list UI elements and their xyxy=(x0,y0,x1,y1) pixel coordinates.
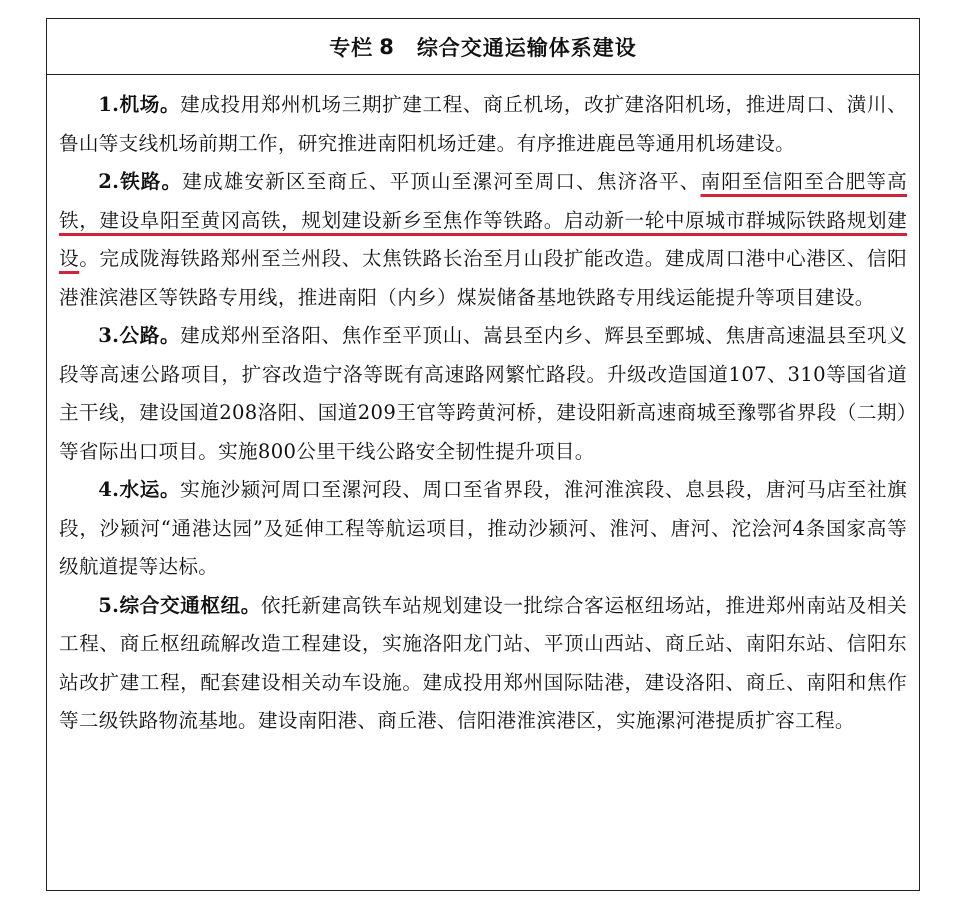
column-box xyxy=(46,18,920,891)
highlighted-text: 南阳至信阳至合肥等高铁，建设阜阳至黄冈高铁，规划建设新乡至焦作等铁路。启动新一轮中原城市群城际铁路规划建设 xyxy=(59,170,908,270)
section-heading: 1.机场。 xyxy=(98,93,181,116)
section-waterway xyxy=(59,471,907,587)
column-label: 专栏 xyxy=(329,35,374,60)
column-number: 8 xyxy=(379,34,395,59)
section-heading: 2.铁路。 xyxy=(98,170,183,193)
section-text: 建成投用郑州机场三期扩建工程、商丘机场，改扩建洛阳机场，推进周口、潢川、鲁山等支线机场前期工作，研究推进南阳机场迁建。有序推进鹿邑等通用机场建设。 xyxy=(59,93,907,155)
section-text: 。完成陇海铁路郑州至兰州段、太焦铁路长治至月山段扩能改造。建成周口港中心港区、信阳港淮滨港区等铁路专用线，推进南阳（内乡）煤炭储备基地铁路专用线运能提升等项目建设。 xyxy=(59,247,907,309)
section-text: 建成雄安新区至商丘、平顶山至漯河至周口、焦济洛平、 xyxy=(182,170,701,193)
section-highway xyxy=(59,317,907,471)
column-body xyxy=(47,75,919,741)
section-railway xyxy=(59,163,907,317)
section-hub xyxy=(59,587,907,741)
section-text: 实施沙颍河周口至漯河段、周口至省界段，淮河淮滨段、息县段，唐河马店至社旗段，沙颍河“通港达园”及延伸工程等航运项目，推动沙颍河、淮河、唐河、沱浍河4条国家高等级航道提等达标。 xyxy=(59,478,907,578)
section-text: 建成郑州至洛阳、焦作至平顶山、嵩县至内乡、辉县至鄄城、焦唐高速温县至巩义段等高速公路项目，扩容改造宁洛等既有高速路网繁忙路段。升级改造国道107、310等国省道主干线，建设国道208洛阳、国道209王官等跨黄河桥，建设阳新高速商城至豫鄂省界段（二期）等省际出口项目。实施800公里干线公路安全韧性提升项目。 xyxy=(59,324,907,463)
column-title: 综合交通运输体系建设 xyxy=(416,35,637,60)
section-heading: 4.水运。 xyxy=(98,478,181,501)
section-heading: 3.公路。 xyxy=(98,324,181,347)
column-header xyxy=(47,19,919,75)
section-airport xyxy=(59,86,907,163)
section-heading: 5.综合交通枢纽。 xyxy=(98,593,261,617)
section-text: 依托新建高铁车站规划建设一批综合客运枢纽场站，推进郑州南站及相关工程、商丘枢纽疏解改造工程建设，实施洛阳龙门站、平顶山西站、商丘站、南阳东站、信阳东站改扩建工程，配套建设相关动车设施。建成投用郑州国际陆港，建设洛阳、商丘、南阳和焦作等二级铁路物流基地。建设南阳港、商丘港、信阳港淮滨港区，实施漯河港提质扩容工程。 xyxy=(59,593,907,732)
